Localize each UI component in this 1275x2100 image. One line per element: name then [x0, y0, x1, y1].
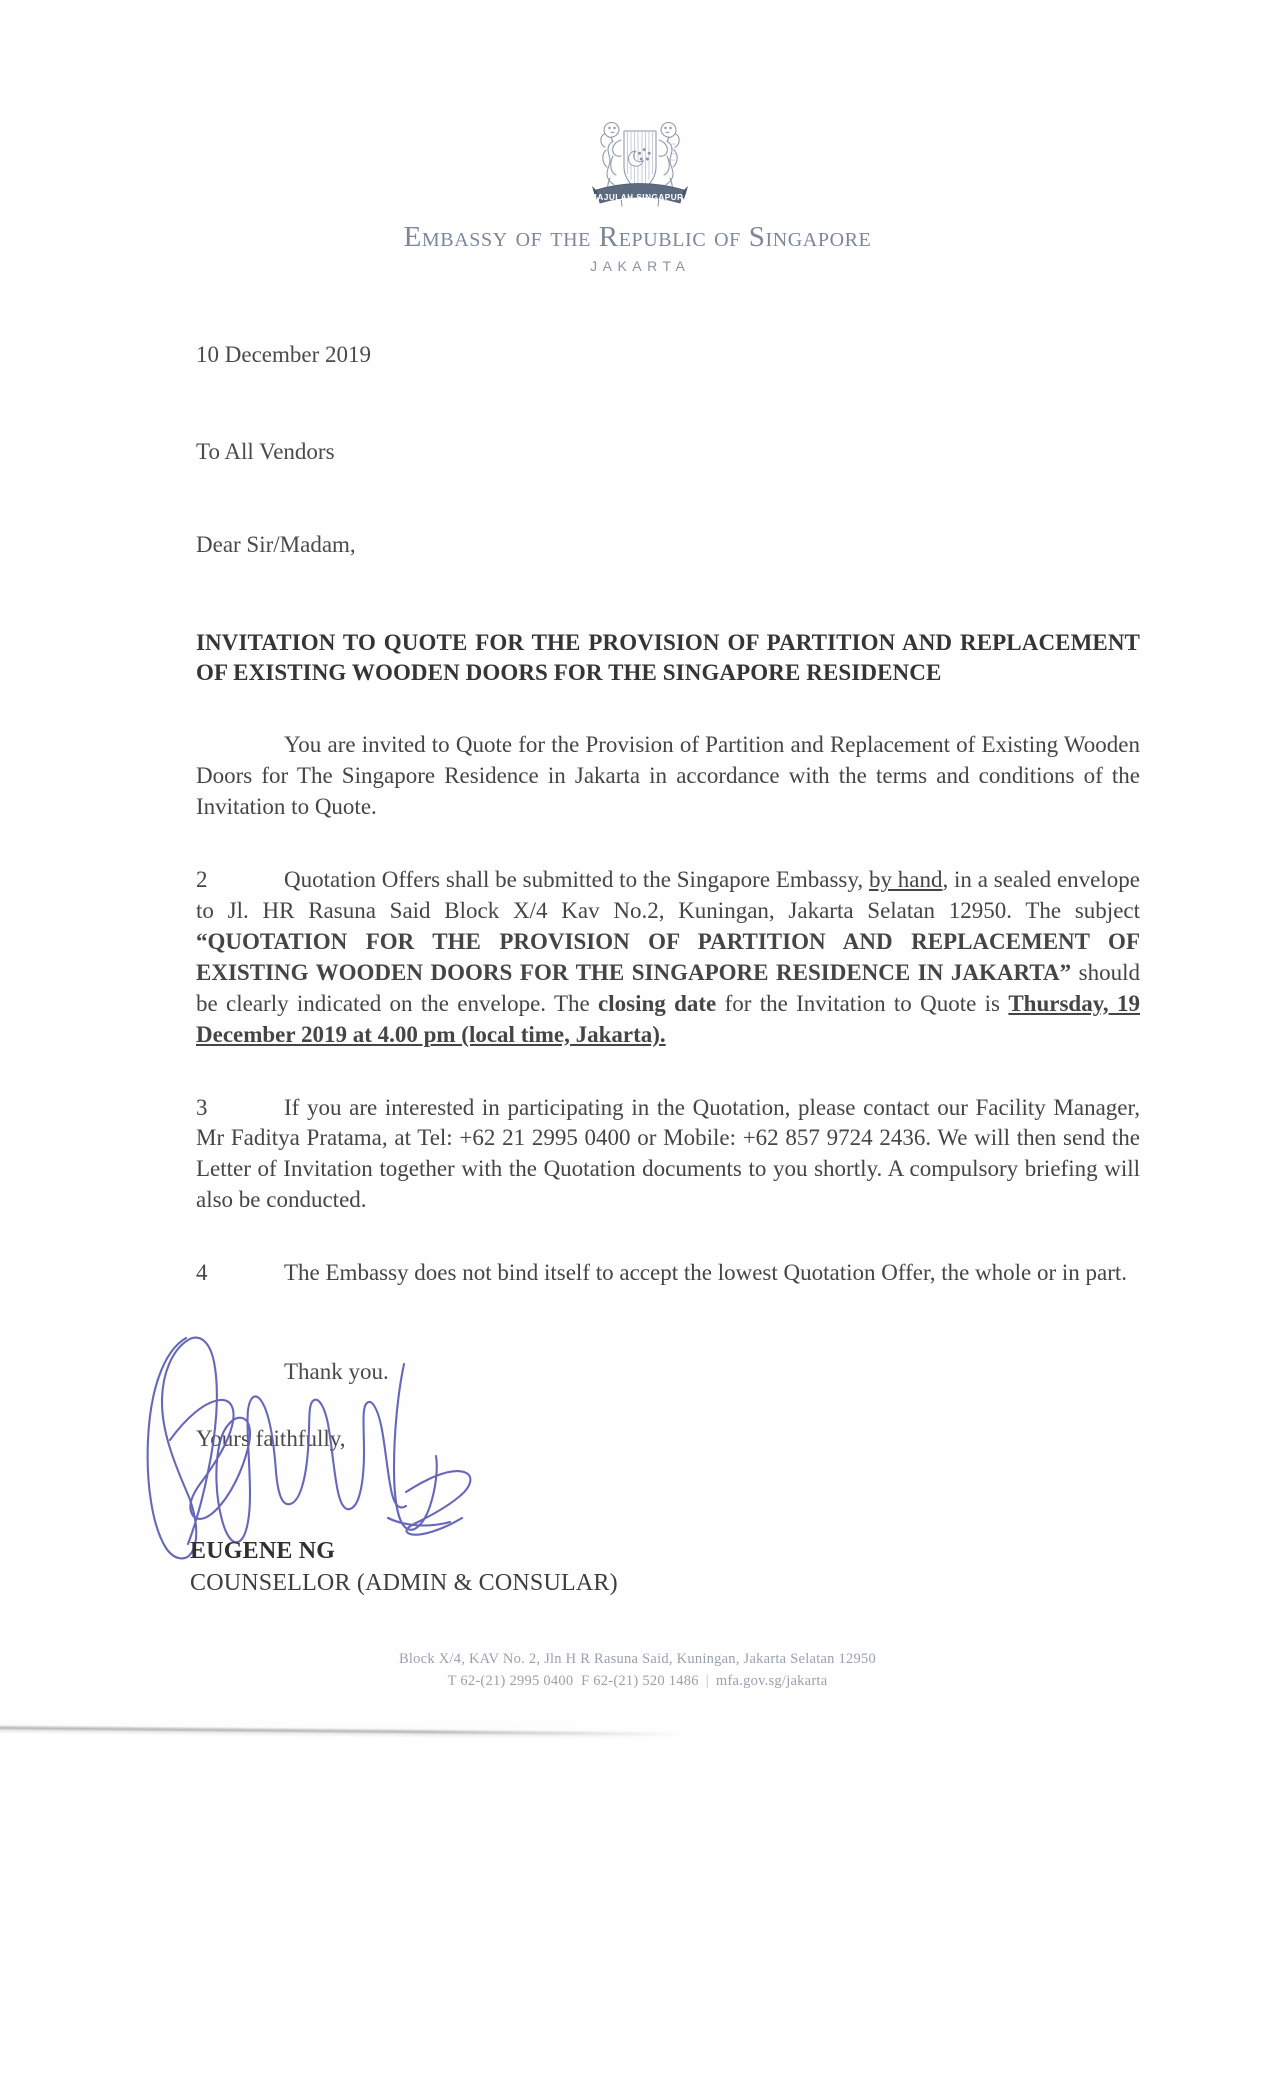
paragraph-4-text: The Embassy does not bind itself to accept the lowest Quotation Offer, the whole or in part. — [284, 1260, 1128, 1286]
footer-website[interactable]: mfa.gov.sg/jakarta — [715, 1673, 828, 1690]
paragraph-2-underlined-by-hand: by hand — [868, 866, 943, 892]
letter-salutation: Dear Sir/Madam, — [196, 531, 356, 557]
valediction: Yours faithfully, — [196, 1425, 346, 1451]
paragraph-1 — [196, 730, 1140, 823]
footer-address: Block X/4, KAV No. 2, Jln H R Rasuna Said, Kuningan, Jakarta Selatan 12950 — [398, 1651, 877, 1667]
paragraph-2-deadline: Thursday, 19 December 2019 at 4.00 pm (local time, Jakarta). — [196, 990, 1141, 1047]
letter-subject: INVITATION TO QUOTE FOR THE PROVISION OF PARTITION AND REPLACEMENT OF EXISTING WOODEN DOORS FOR THE SINGAPORE RESIDENCE — [196, 630, 1140, 686]
letterhead-footer — [0, 1648, 1275, 1692]
paragraph-1-text: You are invited to Quote for the Provision of Partition and Replacement of Existing Wooden Doors for The Singapore Residence in Jakarta in accordance with the terms and conditions of the Invitation to Quote. — [196, 732, 1140, 820]
paragraph-3-text: If you are interested in participating in the Quotation, please contact our Facility Manager, Mr Faditya Pratama, at Tel: +62 21 2995 0400 or Mobile: +62 857 9724 2436. We will then send the Letter of Invitation together with the Quotation documents to you shortly. A compulsory briefing will also be conducted. — [196, 1094, 1140, 1213]
singapore-coat-of-arms-icon — [580, 104, 700, 216]
motto-text: MAJULAH SINGAPURA — [589, 193, 690, 202]
paragraph-3 — [196, 1093, 1140, 1217]
paragraph-3-number: 3 — [196, 1094, 208, 1120]
organisation-city: JAKARTA — [590, 258, 691, 274]
footer-tel: T 62-(21) 2995 0400 — [447, 1673, 574, 1690]
paragraph-2-bold-subject: “QUOTATION FOR THE PROVISION OF PARTITION AND REPLACEMENT OF EXISTING WOODEN DOORS FOR THE SINGAPORE RESIDENCE IN JAKARTA” — [196, 928, 1140, 985]
footer-contact-line — [0, 1670, 1275, 1692]
letter-addressee: To All Vendors — [196, 438, 335, 464]
thank-you-line: Thank you. — [284, 1359, 389, 1385]
paragraph-2-part3: should be clearly indicated on the envelope. The — [196, 959, 1140, 1016]
signer-name: EUGENE NG — [190, 1538, 336, 1564]
organisation-name: Embassy of the Republic of Singapore — [403, 221, 872, 253]
letter-date: 10 December 2019 — [196, 342, 371, 367]
paragraph-4-number: 4 — [196, 1260, 208, 1286]
paragraph-2-part4: for the Invitation to Quote is — [716, 990, 1009, 1016]
footer-fax: F 62-(21) 520 1486 — [581, 1673, 699, 1690]
paragraph-2-number: 2 — [196, 866, 208, 892]
signer-title: COUNSELLOR (ADMIN & CONSULAR) — [190, 1570, 618, 1596]
paragraph-2 — [196, 865, 1140, 1051]
paragraph-2-part1: Quotation Offers shall be submitted to the Singapore Embassy, — [284, 866, 869, 892]
paragraph-4 — [196, 1258, 1140, 1289]
paragraph-2-part2: , in a sealed envelope to Jl. HR Rasuna Said Block X/4 Kav No.2, Kuningan, Jakarta Selatan 12950. The subject — [196, 866, 1140, 923]
footer-divider: | — [705, 1673, 709, 1690]
paragraph-2-bold-closing-date: closing date — [598, 990, 717, 1016]
letter-body — [196, 340, 1140, 1455]
